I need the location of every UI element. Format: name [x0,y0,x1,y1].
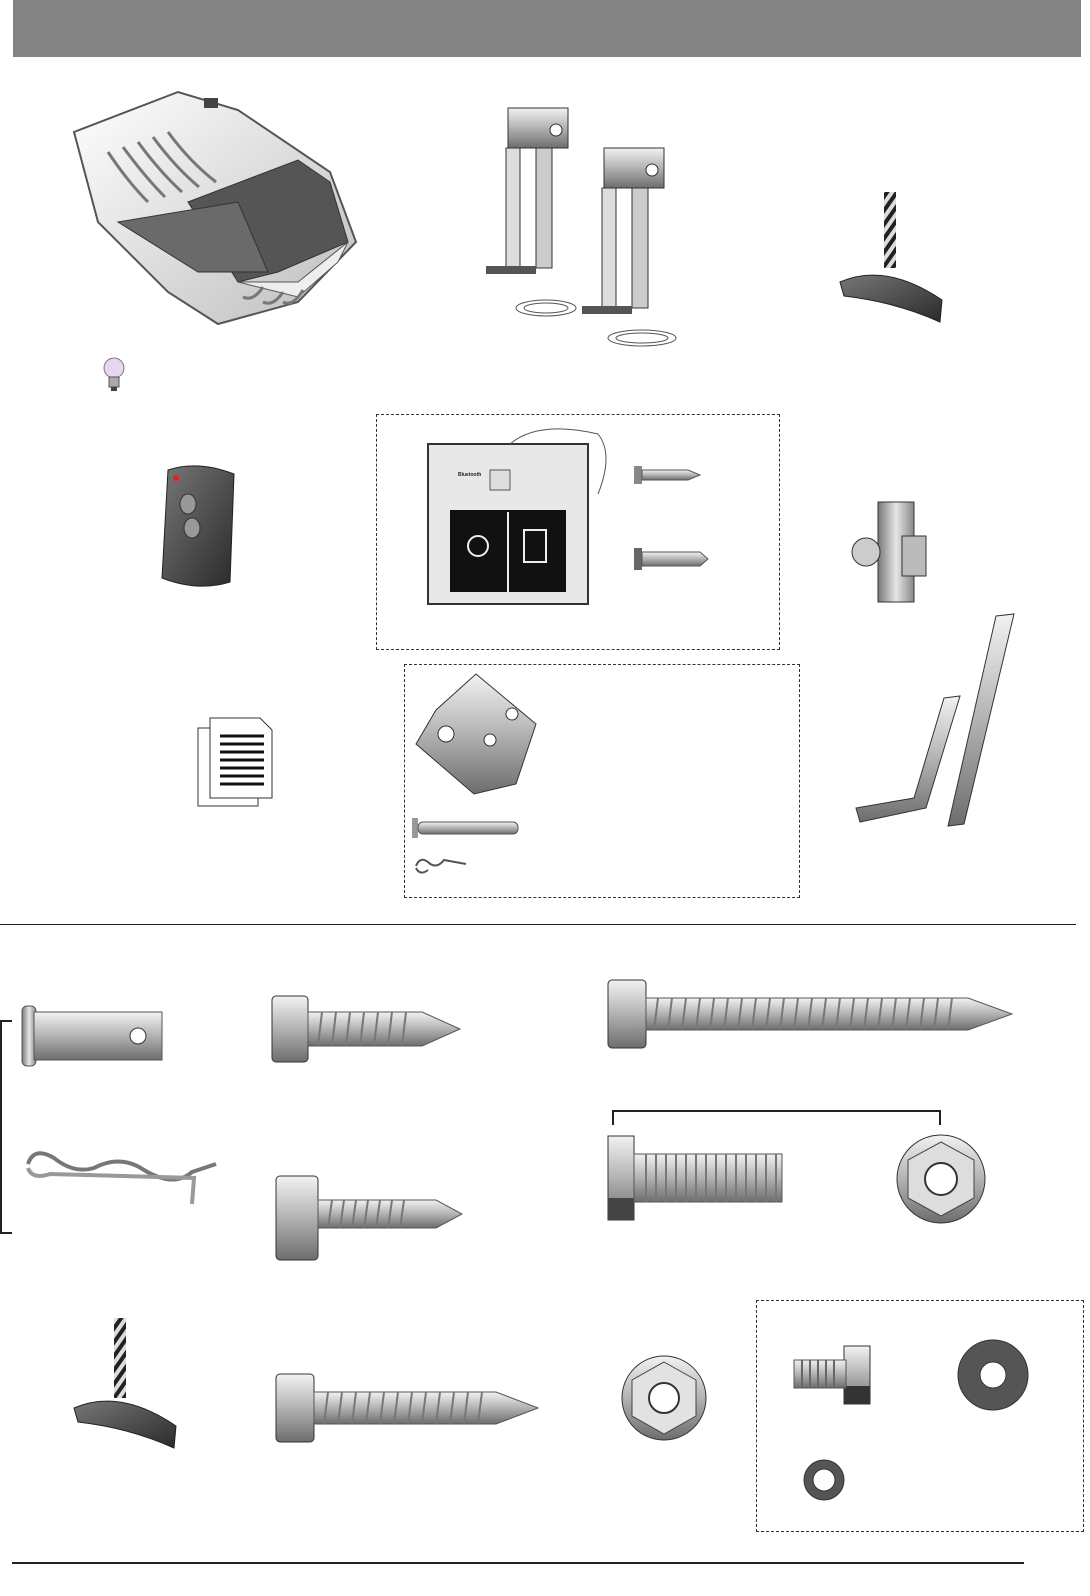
footer-rule [12,1562,1024,1564]
arm-icon [852,612,1032,834]
screw-icon [272,996,464,1062]
bracket-icon [486,98,706,354]
wall-panel-icon [428,424,618,610]
bolt-icon [608,1136,784,1220]
screw-icon [276,1374,542,1442]
document-icon [198,718,274,808]
screw-icon [276,1176,466,1260]
bolt-icon [794,1346,872,1404]
door-bracket-icon [416,674,540,794]
lock-icon [852,500,932,604]
group-bracket [612,1110,942,1126]
washer-icon [802,1458,846,1502]
clip-icon [414,856,470,878]
wall-anchor-icon [634,546,710,572]
handle-icon [836,192,948,324]
screw-icon [608,980,1016,1048]
screw-icon [634,464,702,486]
washer-icon [956,1338,1030,1412]
bluetooth-label: Bluetooth [458,472,482,478]
section-divider [0,924,1076,925]
header-bar [13,0,1081,57]
group-bracket [0,1020,14,1234]
pin-icon [22,1006,164,1066]
bulb-icon [102,356,126,392]
handle-icon [70,1318,182,1450]
remote-icon [158,460,244,592]
clip-icon [24,1144,220,1210]
nut-icon [620,1352,708,1444]
nut-icon [896,1132,986,1226]
motor-housing-icon [68,92,360,326]
pin-icon [412,818,522,838]
